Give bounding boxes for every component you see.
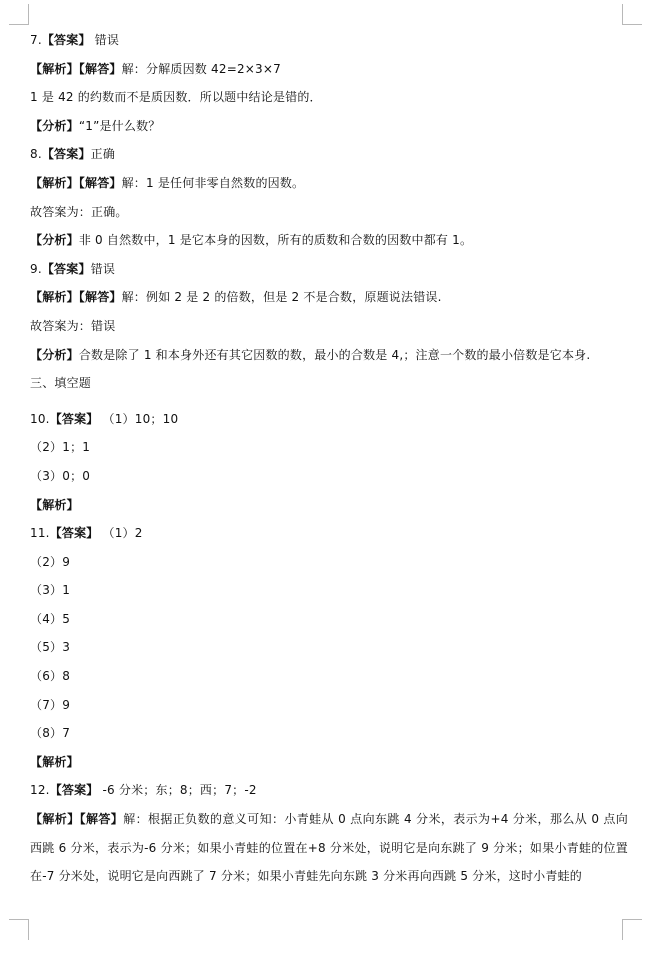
corner-mark-bottom-right: [622, 919, 642, 940]
answer-item: （3）0；0: [30, 468, 91, 483]
document-body: [30, 26, 630, 891]
analysis-line-10: 【解析】: [30, 497, 79, 512]
corner-mark-bottom-left: [9, 919, 29, 940]
corner-mark-top-right: [622, 4, 642, 25]
answer-item: （2）1；1: [30, 440, 91, 455]
note-line-7: 【分析】“1”是什么数？: [30, 118, 161, 133]
note-line-9: 【分析】合数是除了 1 和本身外还有其它因数的数，最小的合数是 4,；注意一个数的最小倍数是它本身.: [30, 347, 591, 362]
conclusion-line-8: 故答案为：正确。: [30, 204, 128, 219]
text-line-7: 1 是 42 的约数而不是质因数．所以题中结论是错的．: [30, 90, 322, 105]
answer-line-10: 10.【答案】 （1）10；10: [30, 411, 179, 426]
answer-line-12: 12.【答案】 -6 分米；东；8；西；7；-2: [30, 783, 257, 798]
answer-line-8: 8.【答案】正确: [30, 147, 116, 162]
analysis-paragraph-12: 【解析】【解答】解：根据正负数的意义可知：小青蛙从 0 点向东跳 4 分米，表示为+4 分米，那么从 0 点向西跳 6 分米，表示为-6 分米；如果小青蛙的位置在+8 分米处，说明它是向东跳了 9 分米；如果小青蛙的位置在-7 分米处，说明它是向西跳了 7 分米；如果小青蛙先向东跳 3 分米再向西跳 5 分米，这时小青蛙的: [30, 812, 628, 884]
answer-line-9: 9.【答案】错误: [30, 261, 116, 276]
answer-item: （7）9: [30, 697, 71, 712]
answer-line-7: 7.【答案】 错误: [30, 33, 120, 47]
answer-item: （6）8: [30, 669, 71, 684]
analysis-line-9: 【解析】【解答】解：例如 2 是 2 的倍数，但是 2 不是合数，原题说法错误.: [30, 290, 442, 305]
note-line-8: 【分析】非 0 自然数中，1 是它本身的因数，所有的质数和合数的因数中都有 1。: [30, 233, 473, 248]
answer-item: （2）9: [30, 554, 71, 569]
corner-mark-top-left: [9, 4, 29, 25]
answer-item: （3）1: [30, 583, 71, 598]
answer-item: （8）7: [30, 726, 71, 741]
answer-line-11: 11.【答案】 （1）2: [30, 526, 143, 541]
analysis-line-11: 【解析】: [30, 754, 79, 769]
analysis-line-7: 【解析】【解答】解：分解质因数 42=2×3×7: [30, 61, 281, 76]
answer-item: （4）5: [30, 611, 71, 626]
answer-item: （5）3: [30, 640, 71, 655]
section-heading: 三、填空题: [30, 376, 92, 391]
conclusion-line-9: 故答案为：错误: [30, 318, 116, 333]
analysis-line-8: 【解析】【解答】解：1 是任何非零自然数的因数。: [30, 175, 305, 190]
